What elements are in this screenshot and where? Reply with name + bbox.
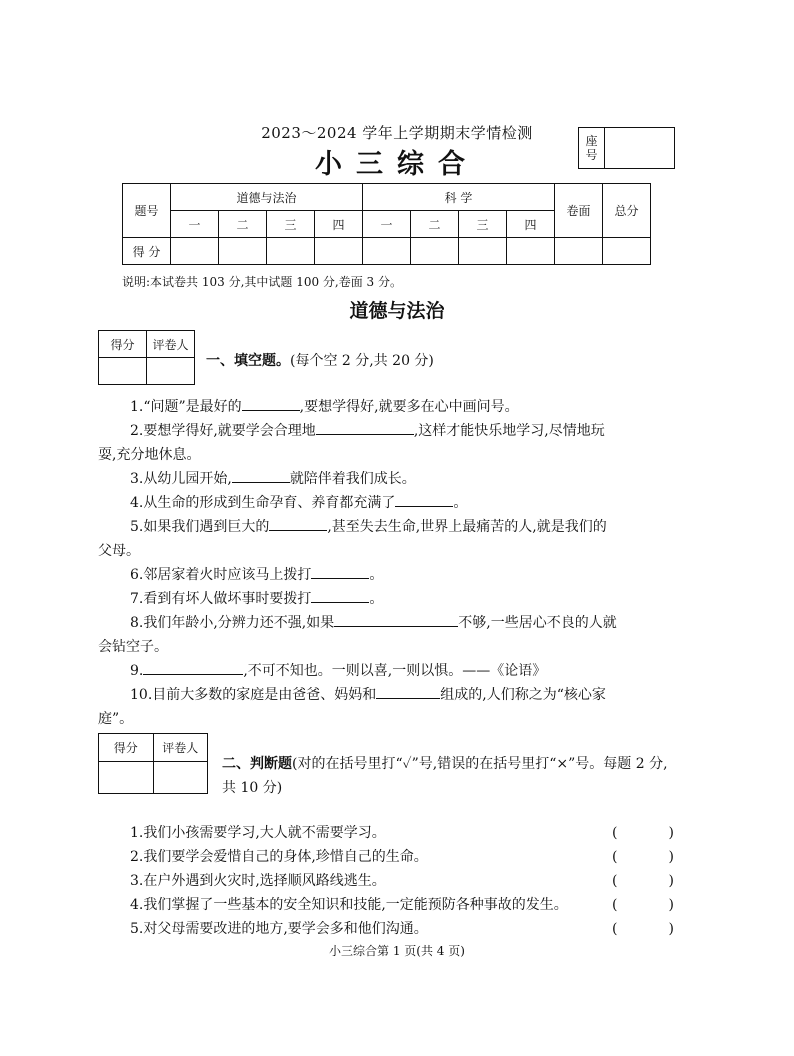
question-text: 7.看到有坏人做坏事时要拨打 <box>130 591 312 607</box>
part2-heading <box>222 752 674 800</box>
seat-number-box <box>578 127 675 169</box>
paren-close: ) <box>668 873 674 889</box>
answer-parentheses[interactable] <box>612 893 674 917</box>
judge-question-3: 3.在户外遇到火灾时,选择顺风路线逃生。 <box>130 873 386 889</box>
paren-open: ( <box>612 825 618 841</box>
question-text: 。 <box>453 495 468 511</box>
paren-open: ( <box>612 873 618 889</box>
grader-score-label: 得分 <box>99 331 147 358</box>
fill-question-5-cont: 父母。 <box>98 543 140 559</box>
score-table-total-header: 总分 <box>603 184 651 238</box>
score-table-appearance-header: 卷面 <box>555 184 603 238</box>
grader-reviewer-label: 评卷人 <box>147 331 195 358</box>
paren-close: ) <box>668 897 674 913</box>
score-cell[interactable] <box>267 238 315 265</box>
score-cell[interactable] <box>171 238 219 265</box>
score-table-subcol: 一 <box>171 211 219 238</box>
grader-reviewer-cell[interactable] <box>153 762 208 794</box>
grader-reviewer-cell[interactable] <box>147 358 195 385</box>
exam-subtitle: 2023～2024 学年上学期期末学情检测 <box>261 124 533 142</box>
grader-box <box>98 733 208 794</box>
grader-score-label: 得分 <box>99 734 154 762</box>
question-text: 2.要想学得好,就要学会合理地 <box>130 423 316 439</box>
judge-question-1: 1.我们小孩需要学习,大人就不需要学习。 <box>130 825 386 841</box>
fill-question-2 <box>130 419 605 443</box>
exam-title: 小三综合 <box>315 149 479 180</box>
score-table-subcol: 三 <box>267 211 315 238</box>
answer-blank[interactable] <box>376 684 440 699</box>
fill-question-6 <box>130 563 383 587</box>
score-cell[interactable] <box>363 238 411 265</box>
question-text: 不够,一些居心不良的人就 <box>458 615 617 631</box>
score-cell[interactable] <box>411 238 459 265</box>
fill-question-1 <box>130 395 519 419</box>
question-text: ,这样才能快乐地学习,尽情地玩 <box>413 423 605 439</box>
score-table-subcol: 二 <box>411 211 459 238</box>
question-text: 。 <box>369 567 384 583</box>
question-text: 3.从幼儿园开始, <box>130 471 232 487</box>
answer-parentheses[interactable] <box>612 869 674 893</box>
judge-question-4: 4.我们掌握了一些基本的安全知识和技能,一定能预防各种事故的发生。 <box>130 897 568 913</box>
question-text: 8.我们年龄小,分辨力还不强,如果 <box>130 615 335 631</box>
paren-open: ( <box>612 921 618 937</box>
score-cell[interactable] <box>459 238 507 265</box>
answer-parentheses[interactable] <box>612 917 674 941</box>
score-table <box>122 183 651 265</box>
part1-detail: (每个空 2 分,共 20 分) <box>290 353 434 369</box>
answer-blank[interactable] <box>311 564 369 579</box>
answer-blank[interactable] <box>334 612 458 627</box>
score-table-question-label: 题号 <box>123 184 171 238</box>
fill-question-8-cont: 会钻空子。 <box>98 639 168 655</box>
answer-parentheses[interactable] <box>612 821 674 845</box>
question-text: ,要想学得好,就要多在心中画问号。 <box>299 399 519 415</box>
grader-reviewer-label: 评卷人 <box>153 734 208 762</box>
answer-blank[interactable] <box>242 396 300 411</box>
judge-question-5: 5.对父母需要改进的地方,要学会多和他们沟通。 <box>130 921 428 937</box>
score-table-subcol: 四 <box>315 211 363 238</box>
fill-question-9 <box>130 659 546 683</box>
question-text: 。 <box>369 591 384 607</box>
paren-close: ) <box>668 825 674 841</box>
part2-title: 二、判断题 <box>222 756 292 772</box>
question-text: 9. <box>130 663 144 679</box>
fill-question-5 <box>130 515 607 539</box>
score-cell[interactable] <box>555 238 603 265</box>
seat-number-label: 座号 <box>579 128 605 168</box>
seat-number-field[interactable] <box>605 128 674 168</box>
fill-question-2-cont: 耍,充分地休息。 <box>98 447 201 463</box>
part2-detail: (对的在括号里打“✓”号,错误的在括号里打“×”号。每题 2 分,共 10 分) <box>222 756 668 796</box>
question-text: 4.从生命的形成到生命孕育、养育都充满了 <box>130 495 396 511</box>
question-text: 就陪伴着我们成长。 <box>289 471 416 487</box>
question-text: ,甚至失去生命,世界上最痛苦的人,就是我们的 <box>327 519 607 535</box>
question-text: 组成的,人们称之为“核心家 <box>440 687 606 703</box>
part1-heading <box>206 350 434 370</box>
paren-open: ( <box>612 897 618 913</box>
paren-close: ) <box>668 849 674 865</box>
answer-parentheses[interactable] <box>612 845 674 869</box>
score-table-subcol: 四 <box>507 211 555 238</box>
score-cell[interactable] <box>219 238 267 265</box>
paren-close: ) <box>668 921 674 937</box>
question-text: 10.目前大多数的家庭是由爸爸、妈妈和 <box>130 687 377 703</box>
score-table-science-group: 科 学 <box>363 184 555 211</box>
answer-blank[interactable] <box>316 420 414 435</box>
score-cell[interactable] <box>603 238 651 265</box>
answer-blank[interactable] <box>143 660 243 675</box>
fill-question-7 <box>130 587 383 611</box>
fill-question-10 <box>130 683 606 707</box>
answer-blank[interactable] <box>311 588 369 603</box>
score-table-moral-group: 道德与法治 <box>171 184 363 211</box>
grader-score-cell[interactable] <box>99 762 154 794</box>
score-table-subcol: 二 <box>219 211 267 238</box>
question-text: 6.邻居家着火时应该马上拨打 <box>130 567 312 583</box>
judge-question-2: 2.我们要学会爱惜自己的身体,珍惜自己的生命。 <box>130 849 428 865</box>
question-text: 1.“问题”是最好的 <box>130 399 242 415</box>
exam-note: 说明:本试卷共 103 分,其中试题 100 分,卷面 3 分。 <box>122 275 403 289</box>
answer-blank[interactable] <box>395 492 453 507</box>
score-cell[interactable] <box>507 238 555 265</box>
fill-question-4 <box>130 491 467 515</box>
answer-blank[interactable] <box>232 468 290 483</box>
score-table-score-label: 得 分 <box>123 238 171 265</box>
part1-title: 一、填空题。 <box>206 353 290 369</box>
question-text: ,不可不知也。一则以喜,一则以惧。——《论语》 <box>243 663 547 679</box>
section-heading: 道德与法治 <box>349 300 445 322</box>
score-table-subcol: 三 <box>459 211 507 238</box>
fill-question-10-cont: 庭”。 <box>98 711 134 727</box>
page-footer: 小三综合第 1 页(共 4 页) <box>329 944 465 958</box>
fill-question-8 <box>130 611 617 635</box>
answer-blank[interactable] <box>269 516 327 531</box>
fill-question-3 <box>130 467 416 491</box>
score-table-subcol: 一 <box>363 211 411 238</box>
grader-box <box>98 330 195 385</box>
grader-score-cell[interactable] <box>99 358 147 385</box>
score-cell[interactable] <box>315 238 363 265</box>
question-text: 5.如果我们遇到巨大的 <box>130 519 270 535</box>
paren-open: ( <box>612 849 618 865</box>
